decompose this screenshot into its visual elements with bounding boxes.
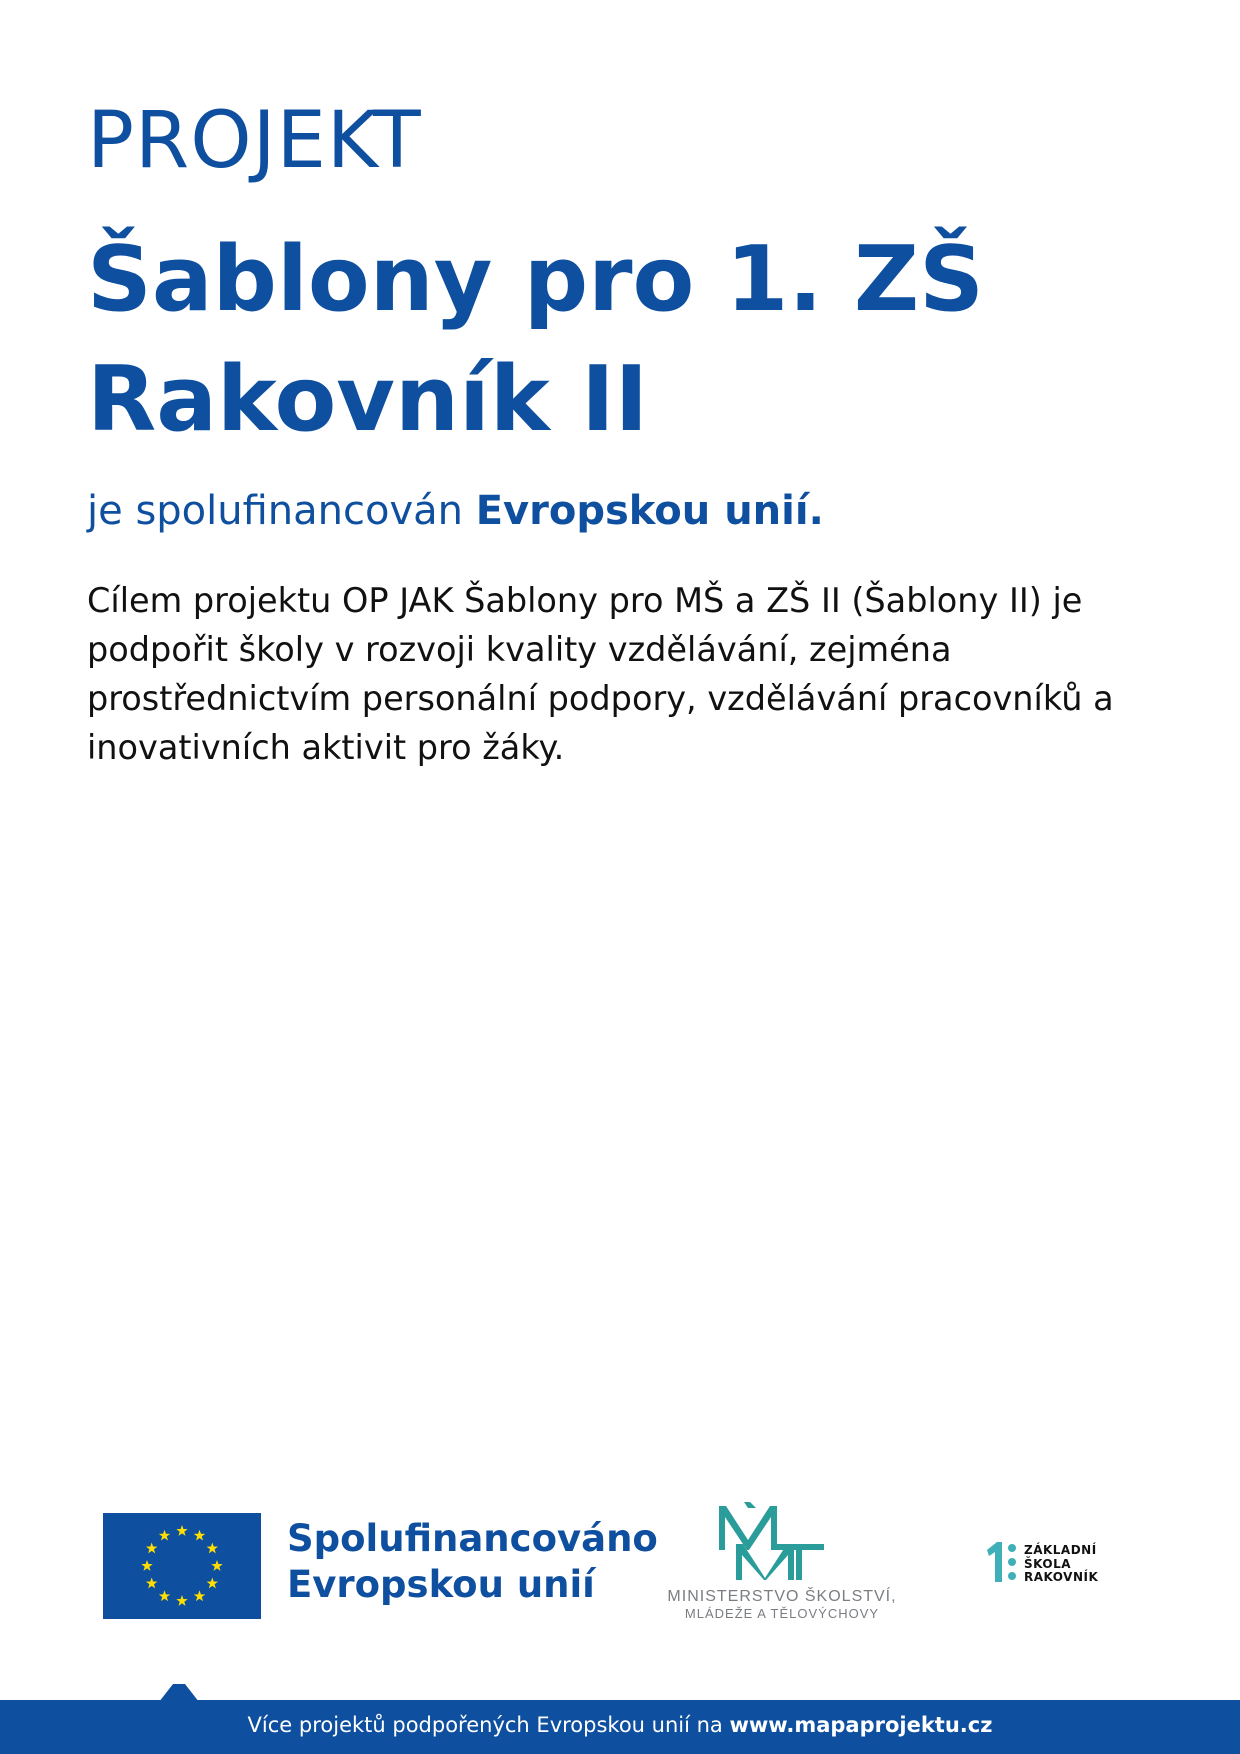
eu-text-line-1: Spolufinancováno (287, 1517, 658, 1560)
msmt-caption (664, 1588, 900, 1622)
school-logo-icon (985, 1540, 1021, 1584)
cofunding-prefix: je spolufinancován (87, 488, 464, 534)
footer-bar (0, 1700, 1240, 1754)
school-name-line-2: ŠKOLA (1024, 1556, 1072, 1571)
cofunding-emphasis: Evropskou unií. (475, 488, 824, 534)
eu-flag-icon (103, 1513, 261, 1619)
project-title (87, 220, 1147, 460)
footer-url-link[interactable]: www.mapaprojektu.cz (729, 1713, 993, 1737)
school-name-line-3: RAKOVNÍK (1024, 1570, 1099, 1584)
eu-cofunded-text (287, 1516, 658, 1608)
logo-strip (0, 1500, 1240, 1650)
project-label: PROJEKT (87, 96, 422, 186)
footer-notch-decoration (159, 1682, 199, 1702)
title-line-2: Rakovník II (87, 347, 649, 452)
msmt-logo-icon (664, 1500, 900, 1586)
msmt-caption-line-2: MLÁDEŽE A TĚLOVÝCHOVY (684, 1606, 880, 1621)
project-description: Cílem projektu OP JAK Šablony pro MŠ a ZŠ II (Šablony II) je podpořit školy v rozvoji kvality vzdělávání, zejména prostřednictvím personální podpory, vzdělávání pracovníků a inovativních aktivit pro žáky. (87, 581, 1114, 767)
eu-text-line-2: Evropskou unií (287, 1563, 595, 1606)
school-name-line-1: ZÁKLADNÍ (1024, 1543, 1097, 1557)
title-line-1: Šablony pro 1. ZŠ (87, 227, 984, 332)
msmt-caption-line-1: MINISTERSTVO ŠKOLSTVÍ, (667, 1588, 897, 1605)
cofunding-statement (87, 488, 824, 534)
school-name (1024, 1544, 1098, 1585)
footer-text: Více projektů podpořených Evropskou unií na (247, 1713, 723, 1737)
